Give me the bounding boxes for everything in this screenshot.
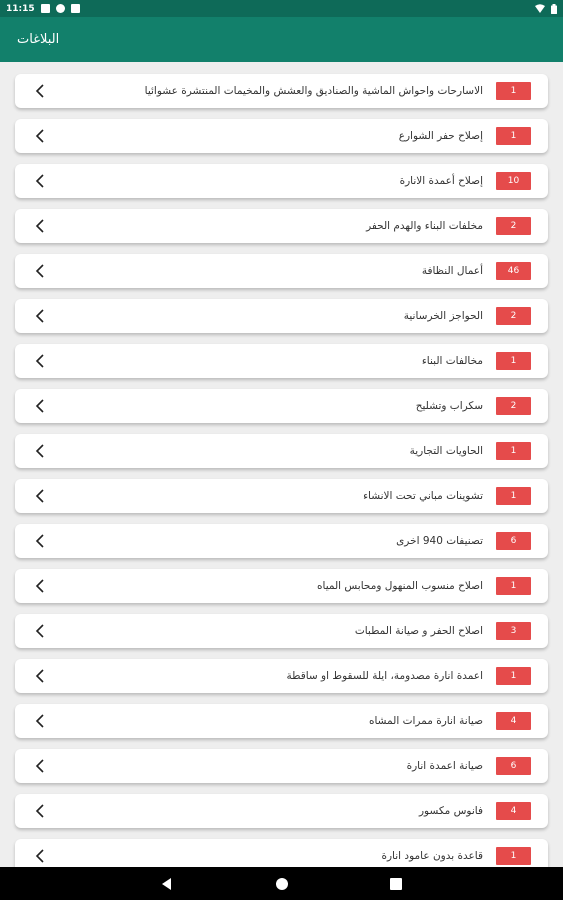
settings-icon [56, 4, 65, 13]
app-bar [0, 17, 563, 62]
report-label: مخالفات البناء [421, 355, 483, 367]
count-badge: 4 [496, 712, 531, 730]
list-item[interactable] [15, 254, 548, 288]
list-item[interactable] [15, 749, 548, 783]
chevron-left-icon [34, 489, 46, 503]
list-item[interactable] [15, 479, 548, 513]
report-label: اصلاح الحفر و صيانة المطبات [354, 625, 483, 637]
report-label: إصلاح حفر الشوارع [398, 130, 483, 142]
list-item[interactable] [15, 119, 548, 153]
list-item[interactable] [15, 209, 548, 243]
chevron-left-icon [34, 129, 46, 143]
count-badge: 1 [496, 442, 531, 460]
home-icon[interactable] [274, 876, 290, 892]
list-item[interactable] [15, 524, 548, 558]
list-item[interactable] [15, 614, 548, 648]
reports-list [0, 62, 563, 867]
report-label: مخلفات البناء والهدم الحفر [366, 220, 483, 232]
report-label: اعمدة انارة مصدومة، ايلة للسقوط او ساقطة [286, 670, 483, 682]
report-label: صيانة انارة ممرات المشاه [368, 715, 483, 727]
chevron-left-icon [34, 444, 46, 458]
chevron-left-icon [34, 804, 46, 818]
report-label: سكراب وتشليح [415, 400, 483, 412]
count-badge: 1 [496, 487, 531, 505]
chevron-left-icon [34, 579, 46, 593]
status-bar [0, 0, 563, 17]
chevron-left-icon [34, 624, 46, 638]
count-badge: 2 [496, 307, 531, 325]
count-badge: 1 [496, 577, 531, 595]
list-item[interactable] [15, 344, 548, 378]
chevron-left-icon [34, 354, 46, 368]
count-badge: 46 [496, 262, 531, 280]
report-label: أعمال النظافة [421, 265, 483, 277]
status-time: 11:15 [6, 3, 35, 14]
list-item[interactable] [15, 164, 548, 198]
back-icon[interactable] [159, 876, 175, 892]
count-badge: 6 [496, 757, 531, 775]
list-item[interactable] [15, 839, 548, 867]
count-badge: 2 [496, 217, 531, 235]
list-item[interactable] [15, 794, 548, 828]
list-item[interactable] [15, 569, 548, 603]
count-badge: 6 [496, 532, 531, 550]
sd-card-icon [71, 4, 80, 13]
list-item[interactable] [15, 704, 548, 738]
report-label: الحاويات التجارية [409, 445, 483, 457]
navigation-bar [0, 867, 563, 900]
page-title: البلاغات [17, 32, 60, 47]
list-item[interactable] [15, 659, 548, 693]
battery-icon [551, 4, 557, 14]
report-label: الحواجز الخرسانية [403, 310, 483, 322]
count-badge: 4 [496, 802, 531, 820]
count-badge: 1 [496, 352, 531, 370]
chevron-left-icon [34, 84, 46, 98]
chevron-left-icon [34, 219, 46, 233]
list-item[interactable] [15, 389, 548, 423]
chevron-left-icon [34, 534, 46, 548]
count-badge: 1 [496, 667, 531, 685]
chevron-left-icon [34, 264, 46, 278]
report-label: صيانة اعمدة انارة [406, 760, 483, 772]
count-badge: 2 [496, 397, 531, 415]
report-label: فانوس مكسور [418, 805, 483, 817]
count-badge: 3 [496, 622, 531, 640]
report-label: إصلاح أعمدة الانارة [399, 175, 483, 187]
list-item[interactable] [15, 74, 548, 108]
recents-icon[interactable] [388, 876, 404, 892]
count-badge: 1 [496, 82, 531, 100]
chevron-left-icon [34, 174, 46, 188]
chevron-left-icon [34, 399, 46, 413]
chevron-left-icon [34, 714, 46, 728]
count-badge: 1 [496, 127, 531, 145]
report-label: الاسارحات واحواش الماشية والصناديق والعشش والمخيمات المنتشرة عشوائيا [144, 85, 483, 97]
list-item[interactable] [15, 299, 548, 333]
chevron-left-icon [34, 309, 46, 323]
report-label: تشوينات مباني تحت الانشاء [363, 490, 483, 502]
count-badge: 10 [496, 172, 531, 190]
count-badge: 1 [496, 847, 531, 865]
report-label: قاعدة بدون عامود انارة [381, 850, 483, 862]
wifi-icon [535, 4, 545, 13]
list-item[interactable] [15, 434, 548, 468]
report-label: تصنيفات 940 اخرى [396, 535, 483, 547]
notification-icon [41, 4, 50, 13]
report-label: اصلاح منسوب المنهول ومحابس المياه [317, 580, 483, 592]
chevron-left-icon [34, 669, 46, 683]
chevron-left-icon [34, 759, 46, 773]
chevron-left-icon [34, 849, 46, 863]
